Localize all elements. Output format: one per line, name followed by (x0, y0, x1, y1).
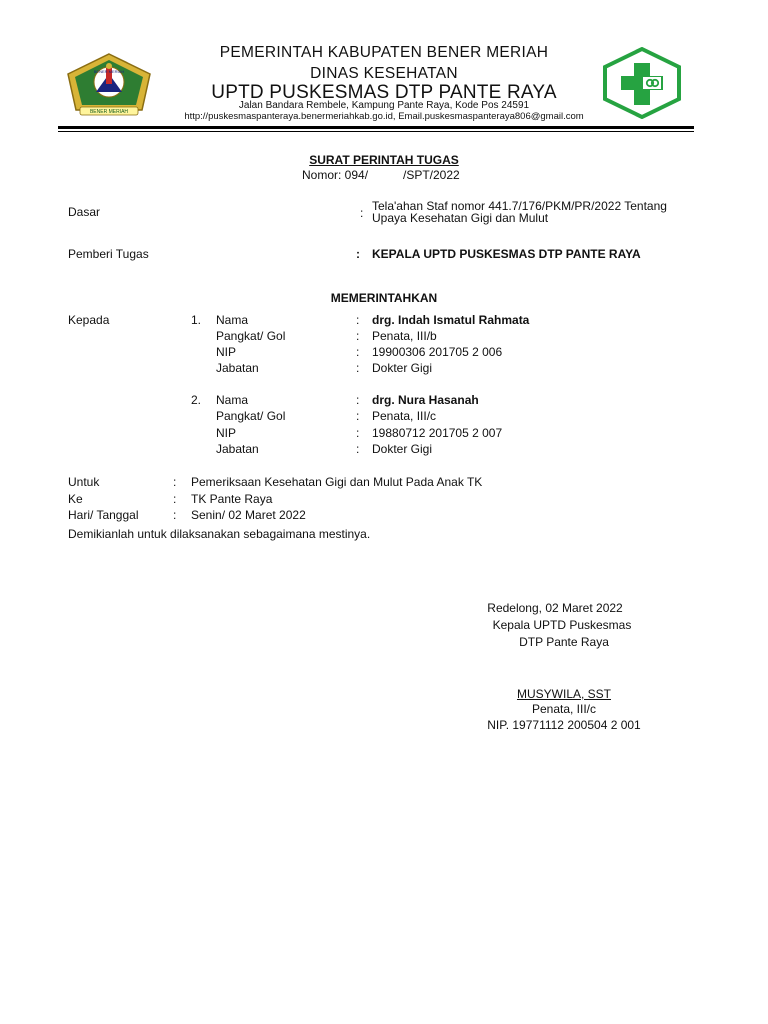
letter-number-suffix: /SPT/2022 (403, 168, 460, 182)
logo-banner-text: BENER MERIAH (89, 109, 129, 115)
purpose-colon: : (173, 475, 177, 489)
signature-position-line1: Kepala UPTD Puskesmas (492, 618, 632, 632)
letterhead-address: Jalan Bandara Rembele, Kampung Pante Raya, Kode Pos 24591 (238, 100, 530, 111)
destination-value: TK Pante Raya (191, 492, 273, 506)
dasar-value-line2: Upaya Kesehatan Gigi dan Mulut (372, 211, 549, 225)
kepada-label: Kepada (68, 313, 110, 327)
section-heading: MEMERINTAHKAN (330, 291, 438, 305)
recipient-nip-label: NIP (216, 345, 237, 359)
pemberi-colon: : (356, 247, 360, 261)
pemberi-label: Pemberi Tugas (68, 247, 149, 261)
recipient-name-label: Nama (216, 313, 249, 327)
destination-label: Ke (68, 492, 83, 506)
date-label: Hari/ Tanggal (68, 508, 139, 522)
closing-statement: Demikianlah untuk dilaksanakan sebagaimana mestinya. (68, 527, 371, 541)
recipient-colon: : (356, 313, 360, 327)
signature-place-date: Redelong, 02 Maret 2022 (487, 601, 623, 615)
dasar-label: Dasar (68, 205, 101, 219)
recipient-position-label: Jabatan (216, 361, 259, 375)
recipient-colon: : (356, 442, 360, 456)
recipient-rank: Penata, III/b (372, 329, 437, 343)
signature-position-line2: DTP Pante Raya (519, 635, 609, 649)
recipient-name: drg. Indah Ismatul Rahmata (372, 313, 530, 327)
logo-lettering: BENER MERIAH (93, 69, 125, 74)
letterhead-institution: UPTD PUSKESMAS DTP PANTE RAYA (211, 82, 557, 103)
recipient-nip: 19900306 201705 2 006 (372, 345, 503, 359)
recipient-colon: : (356, 361, 360, 375)
purpose-label: Untuk (68, 475, 100, 489)
letterhead-government: PEMERINTAH KABUPATEN BENER MERIAH (219, 44, 549, 61)
recipient-position: Dokter Gigi (372, 442, 433, 456)
letter-title: SURAT PERINTAH TUGAS (309, 153, 459, 167)
letterhead-agency: DINAS KESEHATAN (310, 65, 458, 82)
letterhead-rule-thin (58, 131, 694, 132)
destination-colon: : (173, 492, 177, 506)
recipient-nip-label: NIP (216, 426, 237, 440)
recipient-colon: : (356, 426, 360, 440)
recipient-number: 2. (191, 393, 202, 407)
pemberi-value: KEPALA UPTD PUSKESMAS DTP PANTE RAYA (372, 247, 641, 261)
recipient-rank: Penata, III/c (372, 409, 437, 423)
recipient-position-label: Jabatan (216, 442, 259, 456)
recipient-colon: : (356, 345, 360, 359)
dasar-value-line1: Tela'ahan Staf nomor 441.7/176/PKM/PR/2022 Tentang (372, 199, 667, 213)
signatory-name: MUSYWILA, SST (516, 687, 611, 701)
signatory-nip: NIP. 19771112 200504 2 001 (487, 718, 641, 732)
recipient-colon: : (356, 409, 360, 423)
recipient-colon: : (356, 329, 360, 343)
letterhead-rule-thick (58, 126, 694, 129)
recipient-name-label: Nama (216, 393, 249, 407)
recipient-number: 1. (191, 313, 202, 327)
date-value: Senin/ 02 Maret 2022 (191, 508, 306, 522)
recipient-rank-label: Pangkat/ Gol (216, 329, 286, 343)
signatory-rank: Penata, III/c (531, 702, 597, 716)
letterhead-contact: http://puskesmaspanteraya.benermeriahkab.go.id, Email.puskesmaspanteraya806@gmail.com (184, 111, 584, 122)
recipient-name: drg. Nura Hasanah (372, 393, 479, 407)
recipient-rank-label: Pangkat/ Gol (216, 409, 286, 423)
recipient-nip: 19880712 201705 2 007 (372, 426, 503, 440)
date-colon: : (173, 508, 177, 522)
letter-number-prefix: Nomor: 094/ (302, 168, 369, 182)
puskesmas-logo (603, 47, 681, 119)
recipient-position: Dokter Gigi (372, 361, 433, 375)
recipient-colon: : (356, 393, 360, 407)
dasar-colon: : (360, 206, 364, 220)
purpose-value: Pemeriksaan Kesehatan Gigi dan Mulut Pada Anak TK (191, 475, 483, 489)
